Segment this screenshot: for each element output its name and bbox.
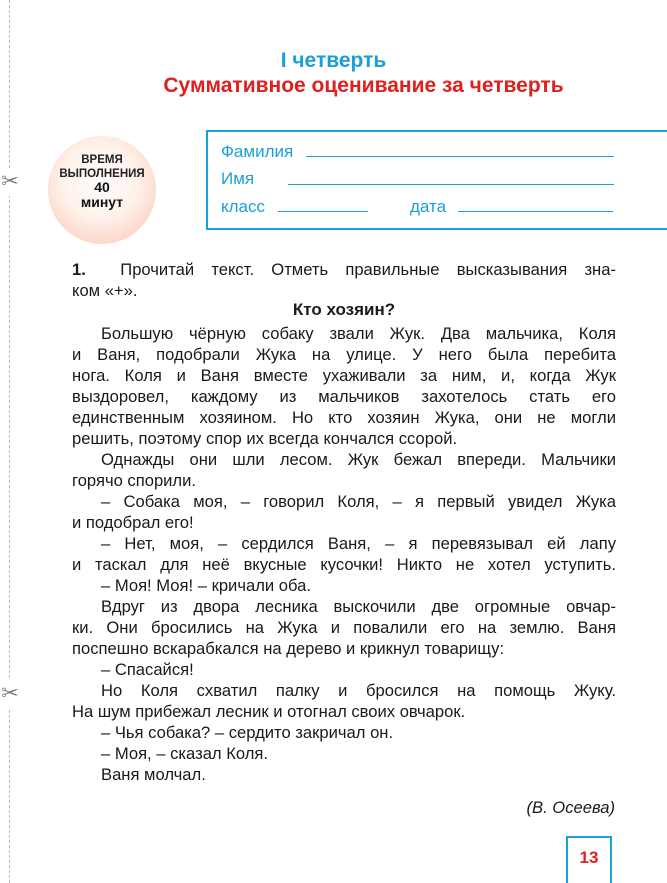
story-line: решить, поэтому спор их всегда кончался ссорой.: [72, 429, 458, 448]
story-line: горячо спорили.: [72, 471, 196, 490]
time-badge: [48, 136, 156, 244]
time-badge-amount: 40: [94, 179, 110, 195]
story-line: и таскал для неё вкусные кусочки! Никто не хотел уступить.: [72, 555, 616, 574]
scissors-icon: ✂: [0, 680, 21, 708]
story-line: Ваня молчал.: [101, 765, 206, 784]
story-line: Однажды они шли лесом. Жук бежал впереди. Мальчики: [101, 450, 616, 469]
class-field[interactable]: [278, 211, 368, 212]
story-text: [72, 323, 616, 785]
story-line: – Моя, – сказал Коля.: [101, 744, 269, 763]
page-number: 13: [566, 836, 612, 883]
date-label: дата: [410, 197, 447, 216]
scissors-icon: ✂: [0, 168, 21, 196]
page-title: Суммативное оценивание за четверть: [163, 74, 564, 97]
story-line: – Чья собака? – сердито закричал он.: [101, 723, 394, 742]
instruction-line: ком «+».: [72, 281, 138, 300]
cut-line: [9, 0, 10, 883]
story-line: ки. Они бросились на Жука и повалили его на землю. Ваня: [72, 618, 616, 637]
story-line: – Моя! Моя! – кричали оба.: [101, 576, 311, 595]
task-instruction: [72, 259, 616, 301]
name-field[interactable]: [288, 184, 614, 185]
story-line: единственным хозяином. Но кто хозяин Жука, они не могли: [72, 408, 616, 427]
date-field[interactable]: [458, 211, 613, 212]
time-badge-line1: ВРЕМЯ: [81, 154, 123, 166]
story-line: нога. Коля и Ваня вместе ухаживали за ним, и, когда Жук: [72, 366, 616, 385]
instruction-line: Прочитай текст. Отметь правильные высказывания зна-: [120, 260, 616, 279]
story-line: Вдруг из двора лесника выскочили две огромные овчар-: [101, 597, 616, 616]
surname-field[interactable]: [306, 156, 614, 157]
story-line: На шум прибежал лесник и отогнал своих овчарок.: [72, 702, 466, 721]
story-title: Кто хозяин?: [292, 300, 396, 319]
quarter-heading: I четверть: [280, 49, 387, 72]
author-credit: (В. Осеева): [526, 798, 615, 817]
student-info-form: [206, 130, 667, 230]
story-line: выздоровел, каждому из мальчиков захотелось стать его: [72, 387, 616, 406]
story-line: и подобрал его!: [72, 513, 194, 532]
story-line: – Спасайся!: [101, 660, 194, 679]
story-line: – Нет, моя, – сердился Ваня, – я перевязывал ей лапу: [101, 534, 616, 553]
story-line: Большую чёрную собаку звали Жук. Два мальчика, Коля: [101, 324, 616, 343]
class-label: класс: [221, 197, 266, 216]
time-badge-line2: ВЫПОЛНЕНИЯ: [59, 168, 145, 180]
story-line: Но Коля схватил палку и бросился на помощь Жуку.: [101, 681, 616, 700]
story-line: поспешно вскарабкался на дерево и крикнул товарищу:: [72, 639, 505, 658]
story-line: – Собака моя, – говорил Коля, – я первый увидел Жука: [101, 492, 616, 511]
surname-label: Фамилия: [221, 142, 294, 161]
time-badge-unit: минут: [80, 194, 124, 210]
name-label: Имя: [221, 169, 255, 188]
task-number: 1.: [72, 260, 86, 279]
story-line: и Ваня, подобрали Жука на улице. У него была перебита: [72, 345, 616, 364]
